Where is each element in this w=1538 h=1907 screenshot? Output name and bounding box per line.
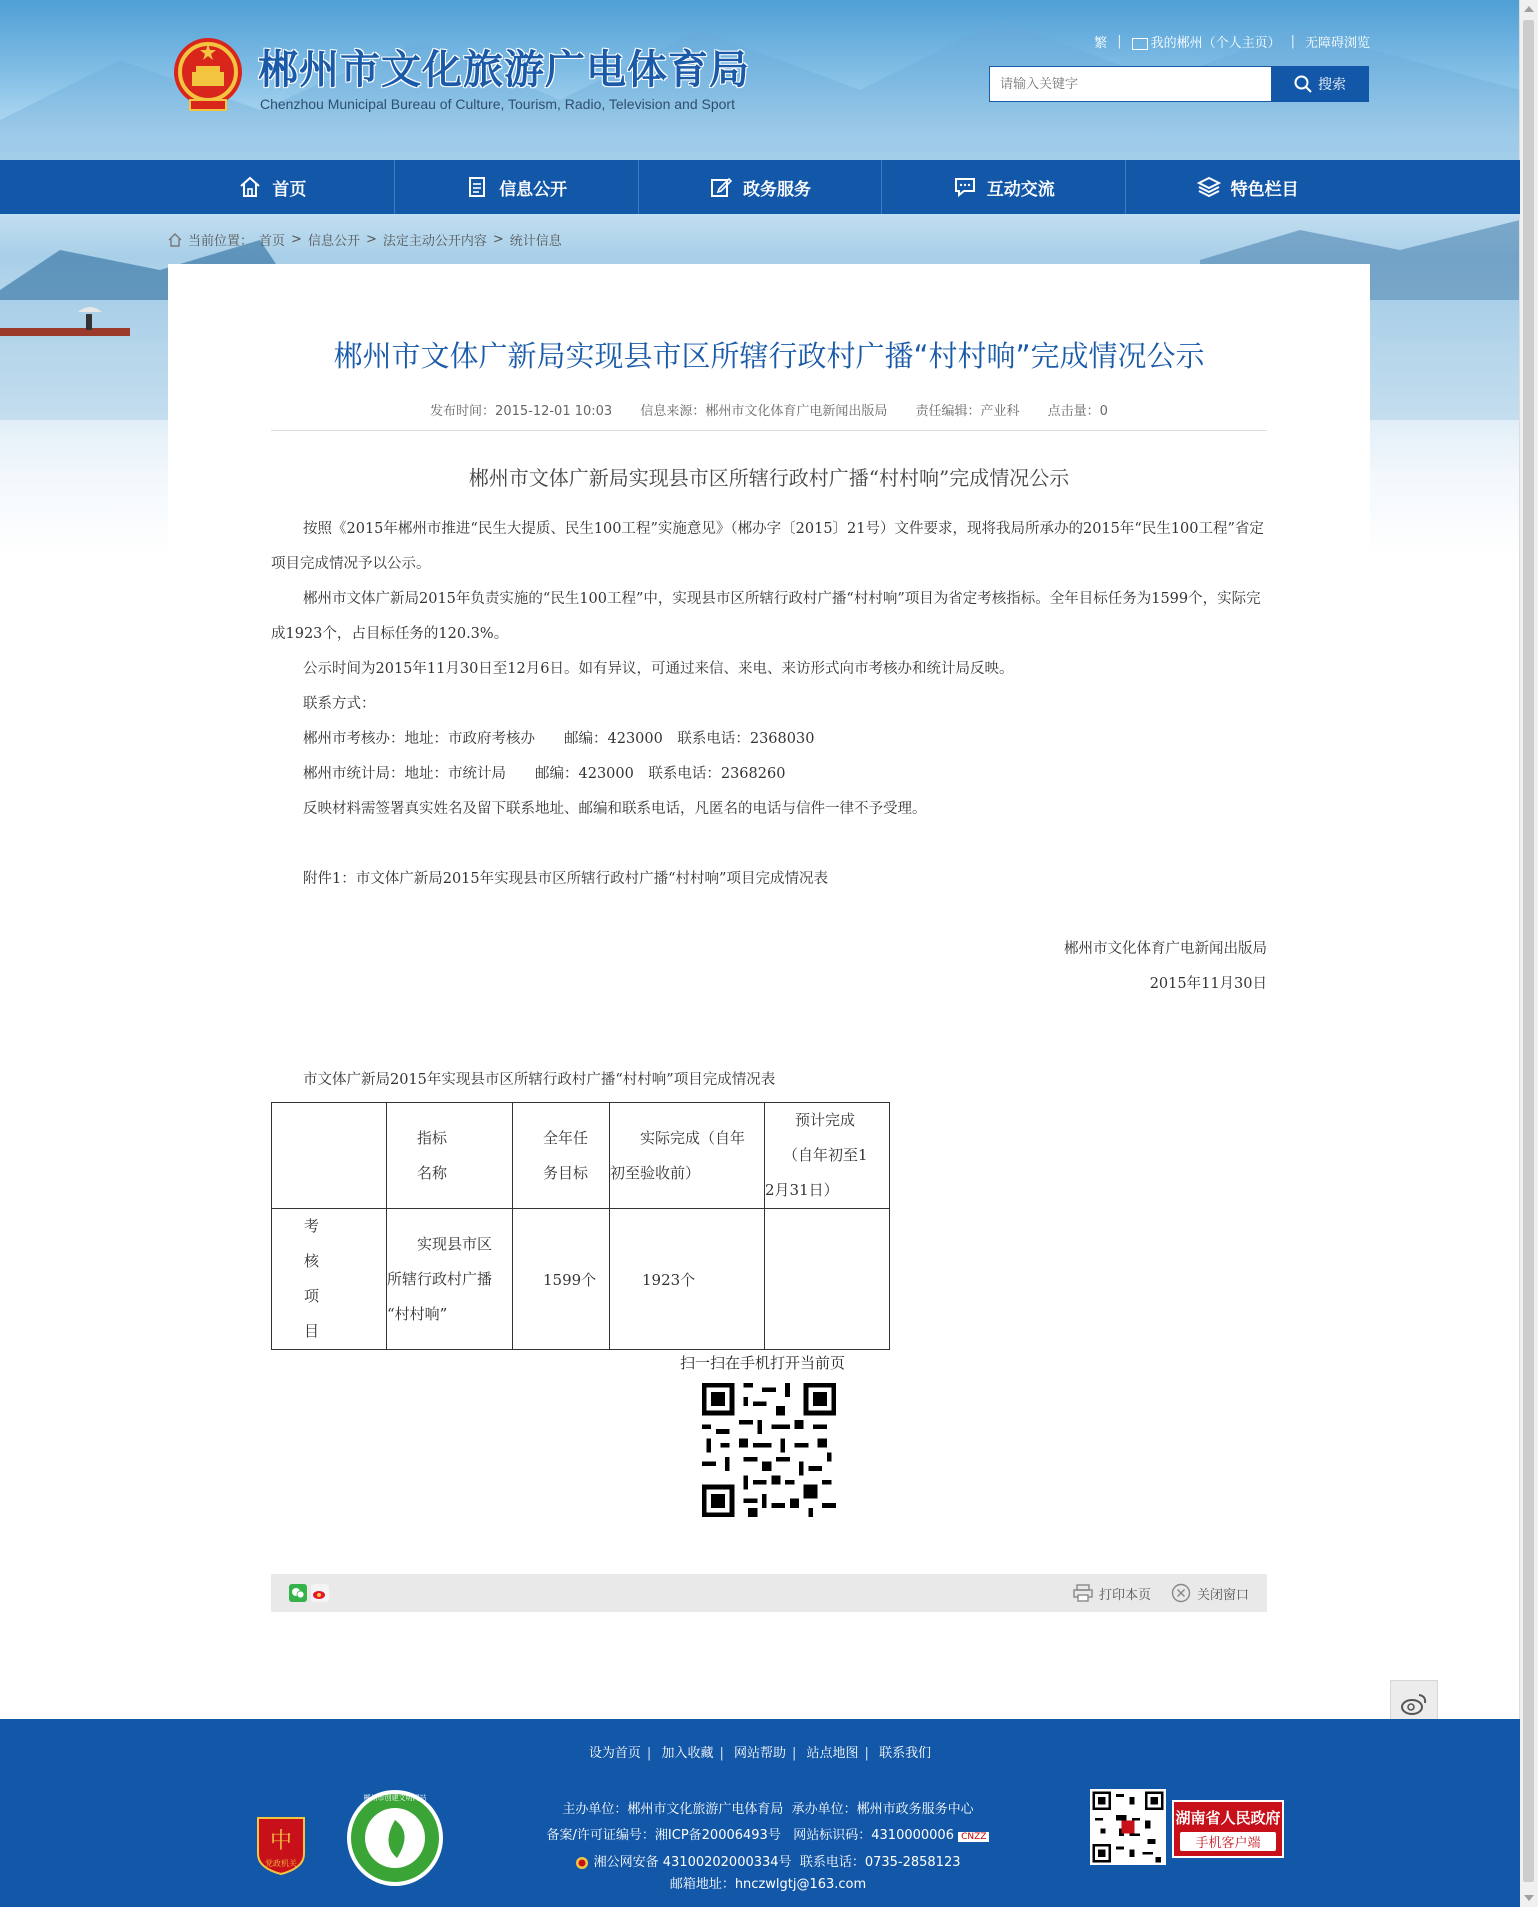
table-header-cell — [513, 1103, 610, 1209]
signature-date: 2015年11月30日 — [1149, 976, 1267, 992]
header-line: 名称 — [417, 1163, 448, 1182]
document-heading: 郴州市文体广新局实现县市区所辖行政村广播“村村响”完成情况公示 — [468, 466, 1070, 490]
close-window-button[interactable] — [1171, 1583, 1249, 1603]
site-code: 网站标识码：4310000006 — [793, 1828, 954, 1843]
site-subtitle: Chenzhou Municipal Bureau of Culture, Tourism, Radio, Television and Sport — [260, 96, 735, 112]
layers-icon — [1197, 175, 1221, 199]
accessible-browse-link[interactable]: 无障碍浏览 — [1304, 36, 1370, 51]
footer-line-icp — [518, 1823, 1018, 1850]
actual-value: 1923个 — [642, 1270, 696, 1289]
article-body — [271, 460, 1267, 1002]
paragraph: 按照《2015年郴州市推进“民生大提质、民生100工程”实施意见》（郴办字〔2015〕21号）文件要求，现将我局所承办的2015年“民生100工程”省定项目完成情况予以公示。 — [271, 521, 1264, 572]
scrollbar-thumb[interactable] — [1523, 20, 1534, 1882]
separator: | — [719, 1746, 724, 1761]
police-badge-icon — [575, 1856, 589, 1870]
civilized-website-badge-label: 郴州市创建文明网站 — [363, 1794, 427, 1802]
breadcrumb-prefix: 当前位置： — [188, 234, 254, 249]
edit-icon — [709, 175, 733, 199]
paragraph: 联系方式： — [303, 696, 376, 712]
article-title: 郴州市文体广新局实现县市区所辖行政村广播“村村响”完成情况公示 — [333, 339, 1205, 373]
site-title[interactable]: 郴州市文化旅游广电体育局 — [258, 47, 750, 93]
nav-home-label: 首页 — [272, 179, 307, 200]
spacer — [271, 897, 1267, 932]
share-icons — [289, 1584, 329, 1602]
paragraph: 郴州市统计局：地址：市统计局 邮编：423000 联系电话：2368260 — [303, 766, 786, 782]
search-icon — [1294, 75, 1312, 93]
paragraph: 郴州市文体广新局2015年负责实施的“民生100工程”中，实现县市区所辖行政村广播“村村响”项目为省定考核指标。全年目标任务为1599个，实际完成1923个，占目标任务的120.3%。 — [271, 591, 1261, 642]
main-nav — [0, 160, 1520, 214]
footer-link-add-favorite[interactable]: 加入收藏 — [661, 1746, 714, 1761]
hunan-gov-mobile-badge[interactable] — [1172, 1800, 1284, 1858]
nav-home[interactable] — [151, 160, 395, 214]
paragraph: 反映材料需签署真实姓名及留下联系地址、邮编和联系电话，凡匿名的电话与信件一律不予受理。 — [303, 801, 927, 817]
breadcrumb — [168, 230, 562, 249]
category-char: 目 — [304, 1322, 320, 1340]
table-header-cell — [387, 1103, 513, 1209]
wechat-icon[interactable] — [289, 1584, 307, 1602]
editor: 责任编辑：产业科 — [915, 404, 1020, 419]
table-cell-target — [513, 1209, 610, 1350]
sponsor: 主办单位：郴州市文化旅游广电体育局 — [562, 1802, 784, 1817]
weibo-icon[interactable] — [311, 1584, 329, 1602]
search-input[interactable] — [989, 66, 1271, 102]
table-row — [272, 1209, 890, 1350]
table-header-cell — [765, 1103, 890, 1209]
organizer: 承办单位：郴州市政务服务中心 — [791, 1802, 974, 1817]
separator: | — [1290, 34, 1295, 49]
target-value: 1599个 — [543, 1270, 597, 1289]
svg-text:中: 中 — [269, 1829, 293, 1854]
nav-interaction[interactable] — [882, 160, 1126, 214]
weibo-icon — [1400, 1692, 1428, 1716]
name-line: “村村响” — [387, 1304, 448, 1323]
search-button-label: 搜索 — [1318, 77, 1346, 93]
top-links — [1094, 32, 1370, 51]
table-caption: 市文体广新局2015年实现县市区所辖行政村广播“村村响”项目完成情况表 — [303, 1072, 776, 1088]
search-button[interactable] — [1271, 66, 1369, 102]
chat-icon — [953, 175, 977, 199]
scroll-down-icon[interactable] — [1524, 1895, 1534, 1901]
header-line: 全年任 — [543, 1128, 589, 1147]
nav-featured-label: 特色栏目 — [1230, 179, 1299, 200]
table-cell-name — [387, 1209, 513, 1350]
party-gov-badge-label: 党政机关 — [265, 1859, 297, 1868]
mobile-client-label: 手机客户端 — [1180, 1832, 1276, 1851]
completion-table — [271, 1102, 890, 1350]
scroll-up-icon[interactable] — [1524, 6, 1534, 12]
scrollbar[interactable] — [1519, 0, 1538, 1907]
attachment-line: 附件1：市文体广新局2015年实现县市区所辖行政村广播“村村响”项目完成情况表 — [303, 871, 828, 887]
hunan-gov-label: 湖南省人民政府 — [1175, 1809, 1281, 1827]
separator: | — [1117, 34, 1122, 49]
table-cell-expected — [765, 1209, 890, 1350]
home-icon — [168, 233, 182, 247]
home-icon — [238, 175, 262, 199]
divider — [271, 430, 1267, 431]
breadcrumb-separator: > — [492, 232, 504, 247]
separator: | — [792, 1746, 797, 1761]
paragraph: 郴州市考核办：地址：市政府考核办 邮编：423000 联系电话：2368030 — [303, 731, 815, 747]
footer-link-contact[interactable]: 联系我们 — [879, 1746, 932, 1761]
header-line: 指标 — [417, 1128, 448, 1147]
footer-line-sponsor — [518, 1797, 1018, 1823]
footer-info — [518, 1797, 1018, 1894]
contact-phone: 联系电话：0735-2858123 — [799, 1855, 961, 1870]
share-actions — [1073, 1583, 1249, 1603]
footer-line-police — [518, 1850, 1018, 1876]
cnzz-badge[interactable]: CNZZ — [958, 1832, 989, 1842]
party-gov-badge-icon[interactable] — [254, 1814, 308, 1876]
category-char: 核 — [304, 1252, 320, 1270]
nav-gov-services[interactable] — [639, 160, 883, 214]
breadcrumb-statistics[interactable]: 统计信息 — [509, 234, 562, 249]
table-cell-actual — [610, 1209, 765, 1350]
signature: 郴州市文化体育广电新闻出版局 — [1064, 941, 1267, 957]
separator: | — [646, 1746, 652, 1761]
footer-links — [0, 1742, 1520, 1761]
breadcrumb-home[interactable]: 首页 — [259, 234, 286, 249]
name-line: 所辖行政村广播 — [387, 1269, 493, 1288]
name-line: 实现县市区 — [417, 1234, 493, 1253]
click-count: 点击量：0 — [1047, 404, 1108, 419]
header-line: 预计完成 — [795, 1111, 856, 1129]
national-emblem-icon[interactable] — [172, 34, 244, 116]
category-char: 考 — [304, 1217, 320, 1235]
category-char: 项 — [304, 1287, 320, 1305]
footer-qr-code-icon — [1090, 1789, 1166, 1865]
police-record[interactable]: 湘公网安备 43100202000334号 — [593, 1855, 792, 1870]
my-chenzhou-link[interactable]: 我的郴州（个人主页） — [1132, 32, 1281, 51]
spacer — [271, 827, 1267, 862]
nav-featured[interactable] — [1126, 160, 1369, 214]
share-bar — [271, 1574, 1267, 1612]
qr-label: 扫一扫在手机打开当前页 — [680, 1354, 846, 1372]
paragraph: 公示时间为2015年11月30日至12月6日。如有异议，可通过来信、来电、来访形式向市考核办和统计局反映。 — [303, 661, 1014, 677]
info-source: 信息来源：郴州市文化体育广电新闻出版局 — [640, 404, 888, 419]
publish-time: 发布时间：2015-12-01 10:03 — [430, 404, 613, 419]
printer-icon — [1073, 1584, 1093, 1602]
nav-info-disclosure-label: 信息公开 — [499, 179, 568, 200]
monitor-icon — [1132, 38, 1148, 50]
header-line: 实际完成（自年 — [640, 1128, 746, 1147]
table-header-cell — [272, 1103, 387, 1209]
footer-link-help[interactable]: 网站帮助 — [733, 1746, 786, 1761]
qr-code-icon — [702, 1383, 836, 1517]
footer-link-sitemap[interactable]: 站点地图 — [806, 1746, 859, 1761]
nav-interaction-label: 互动交流 — [986, 179, 1055, 200]
search-box — [989, 66, 1369, 102]
icp-number[interactable]: 备案/许可证编号：湘ICP备20006493号 — [546, 1828, 781, 1843]
table-cell-category — [272, 1209, 387, 1350]
breadcrumb-separator: > — [365, 232, 377, 247]
civilized-website-badge-icon[interactable] — [345, 1788, 445, 1888]
separator: | — [864, 1746, 869, 1761]
breadcrumb-info-disclosure[interactable]: 信息公开 — [307, 234, 360, 249]
close-icon — [1171, 1583, 1191, 1603]
table-header-row — [272, 1103, 890, 1209]
close-window-label: 关闭窗口 — [1196, 1587, 1249, 1603]
breadcrumb-separator: > — [291, 232, 302, 247]
print-page-label: 打印本页 — [1098, 1587, 1151, 1603]
nav-gov-services-label: 政务服务 — [742, 179, 811, 200]
footer-email: 邮箱地址：hnczwlgtj@163.com — [669, 1877, 867, 1892]
document-icon — [465, 175, 489, 199]
breadcrumb-statutory[interactable]: 法定主动公开内容 — [382, 234, 487, 249]
table-header-cell — [610, 1103, 765, 1209]
article-meta — [168, 400, 1370, 419]
header-line: 初至验收前） — [610, 1163, 701, 1182]
header-line: 2月31日） — [765, 1181, 839, 1199]
header-line: （自年初至1 — [783, 1146, 868, 1164]
footer-link-set-homepage[interactable]: 设为首页 — [588, 1746, 641, 1761]
header-line: 务目标 — [543, 1163, 589, 1182]
traditional-chinese-link[interactable]: 繁 — [1094, 36, 1108, 51]
nav-info-disclosure[interactable] — [395, 160, 639, 214]
print-page-button[interactable] — [1073, 1583, 1151, 1603]
